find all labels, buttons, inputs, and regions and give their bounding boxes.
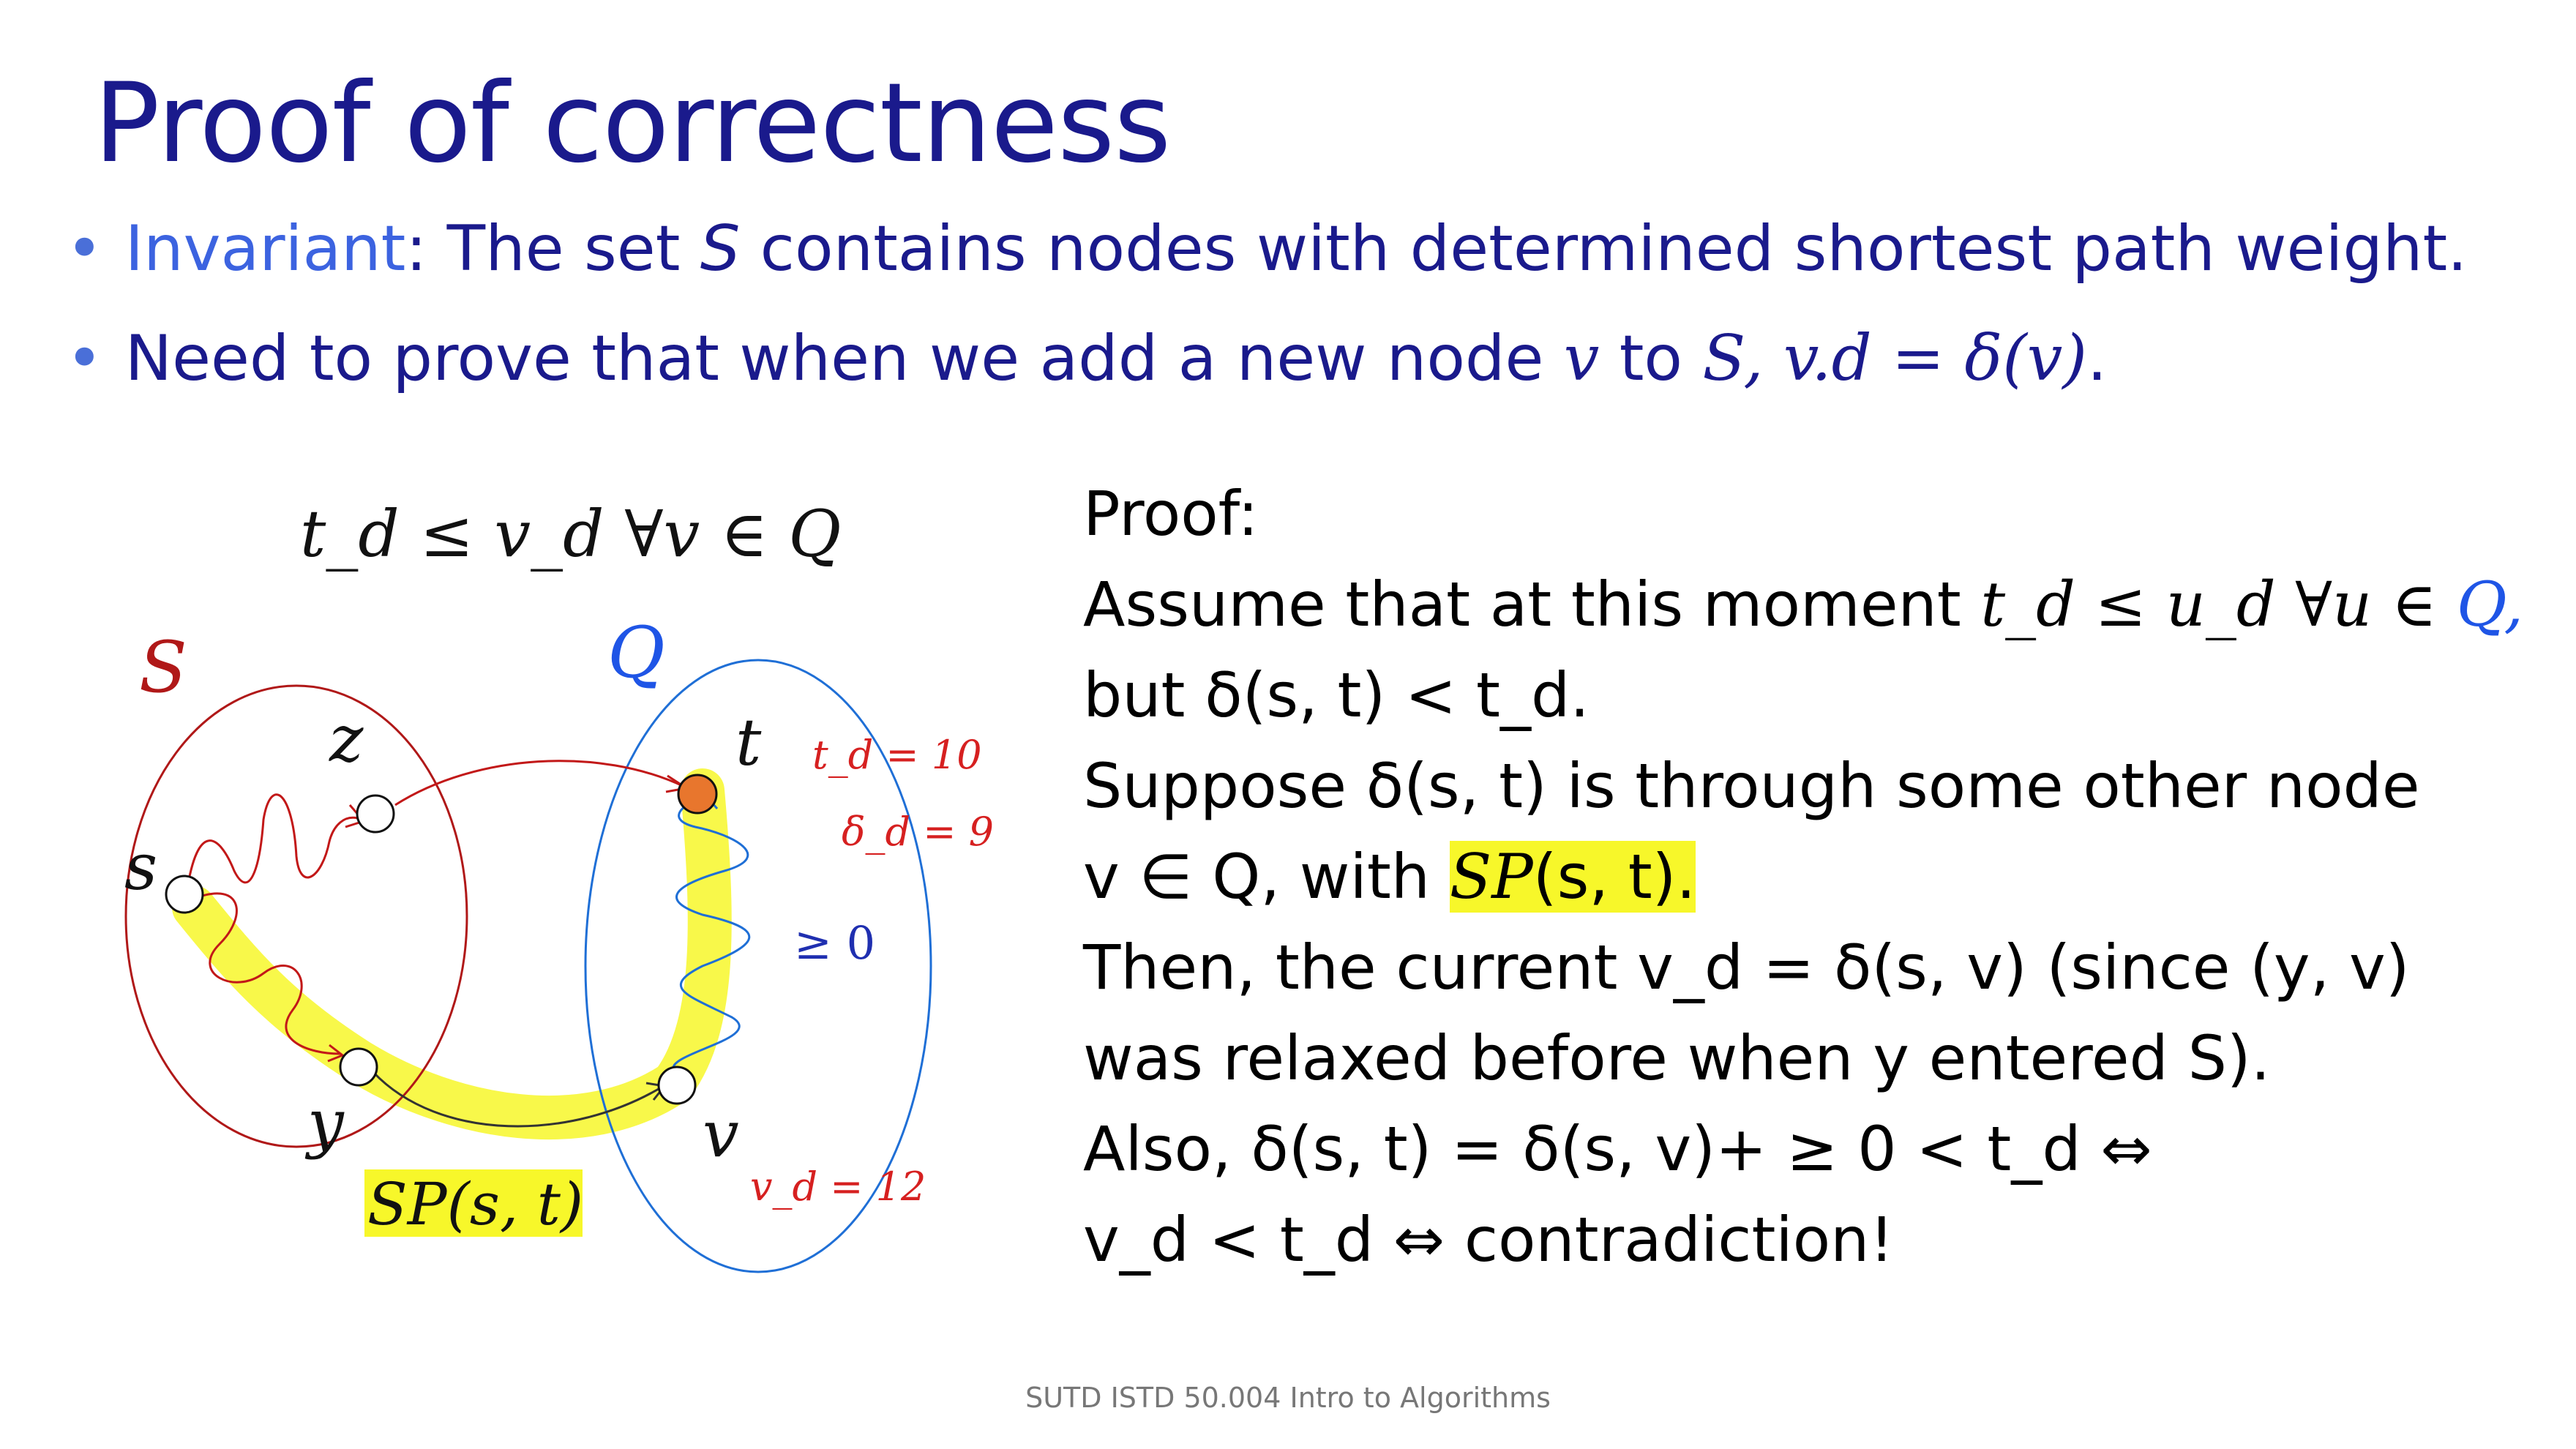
proof-line-4-args: (s, t). [1532, 841, 1696, 913]
node-t-label: t [735, 705, 762, 780]
proof-line-1 [1083, 559, 2523, 650]
set-q-label: Q [607, 612, 665, 694]
proof-line-5: Then, the current v_d = δ(s, v) (since (y, v) [1083, 932, 2410, 1003]
set-s-label: S [139, 626, 187, 708]
bullet1-text-b: contains nodes with determined shortest path weight. [740, 212, 2468, 285]
proof-line-4 [1083, 831, 2523, 922]
bullet2-end: . [2086, 322, 2108, 395]
proof-text [1083, 468, 2523, 1285]
node-y [340, 1049, 377, 1085]
t-delta-label: δ_d = 9 [842, 809, 995, 855]
node-z [357, 795, 394, 832]
edge-weight-label: ≥ 0 [794, 916, 876, 970]
proof-line-6: was relaxed before when y entered S). [1083, 1022, 2271, 1094]
wavy-edge-s-z [187, 795, 362, 893]
set-s-symbol: S, [1702, 322, 1764, 395]
t-distance-label: t_d = 10 [812, 732, 982, 778]
bullet-dot: • [66, 322, 103, 395]
proof-line-1-q: Q, [2456, 569, 2524, 640]
node-s-label: s [124, 829, 158, 905]
set-s-symbol: S [700, 212, 741, 285]
slide-title: Proof of correctness [94, 60, 1171, 187]
node-s [166, 876, 203, 913]
bullet1-text-a: : The set [405, 212, 700, 285]
node-v-label: v [703, 1096, 739, 1172]
proof-line-1-math: t_d ≤ u_d ∀u ∈ [1980, 569, 2457, 640]
proof-line-4-text: v ∈ Q, with [1083, 841, 1450, 913]
equation-vd-delta: v.d = δ(v) [1783, 322, 2087, 395]
node-v-symbol: v [1563, 322, 1600, 395]
proof-line-3: Suppose δ(s, t) is through some other node [1083, 750, 2420, 822]
node-y-label: y [307, 1085, 344, 1161]
bullet2-text-a: Need to prove that when we add a new node [124, 322, 1564, 395]
v-distance-label: v_d = 12 [750, 1164, 926, 1210]
slide-footer: SUTD ISTD 50.004 Intro to Algorithms [1025, 1382, 1551, 1414]
condition-label: t_d ≤ v_d ∀v ∈ Q [300, 496, 842, 572]
bullet2-text-b: to [1599, 322, 1703, 395]
node-t [678, 775, 716, 813]
node-z-label: z [329, 701, 364, 776]
bullet-dot: • [66, 212, 103, 285]
proof-line-7: Also, δ(s, t) = δ(s, v)+ ≥ 0 < t_d ⇔ [1083, 1113, 2152, 1185]
proof-line-2: but δ(s, t) < t_d. [1083, 659, 1590, 731]
proof-line-1-text: Assume that at this moment [1083, 569, 1981, 640]
proof-heading: Proof: [1083, 478, 1259, 550]
invariant-label: Invariant [124, 212, 406, 285]
path-label: SP(s, t) [367, 1170, 584, 1238]
proof-line-4-sp: SP [1449, 841, 1533, 913]
node-v [659, 1067, 695, 1104]
shortest-path-highlight [194, 790, 710, 1117]
edge-z-t [395, 761, 684, 805]
proof-line-8: v_d < t_d ⇔ contradiction! [1083, 1204, 1895, 1276]
